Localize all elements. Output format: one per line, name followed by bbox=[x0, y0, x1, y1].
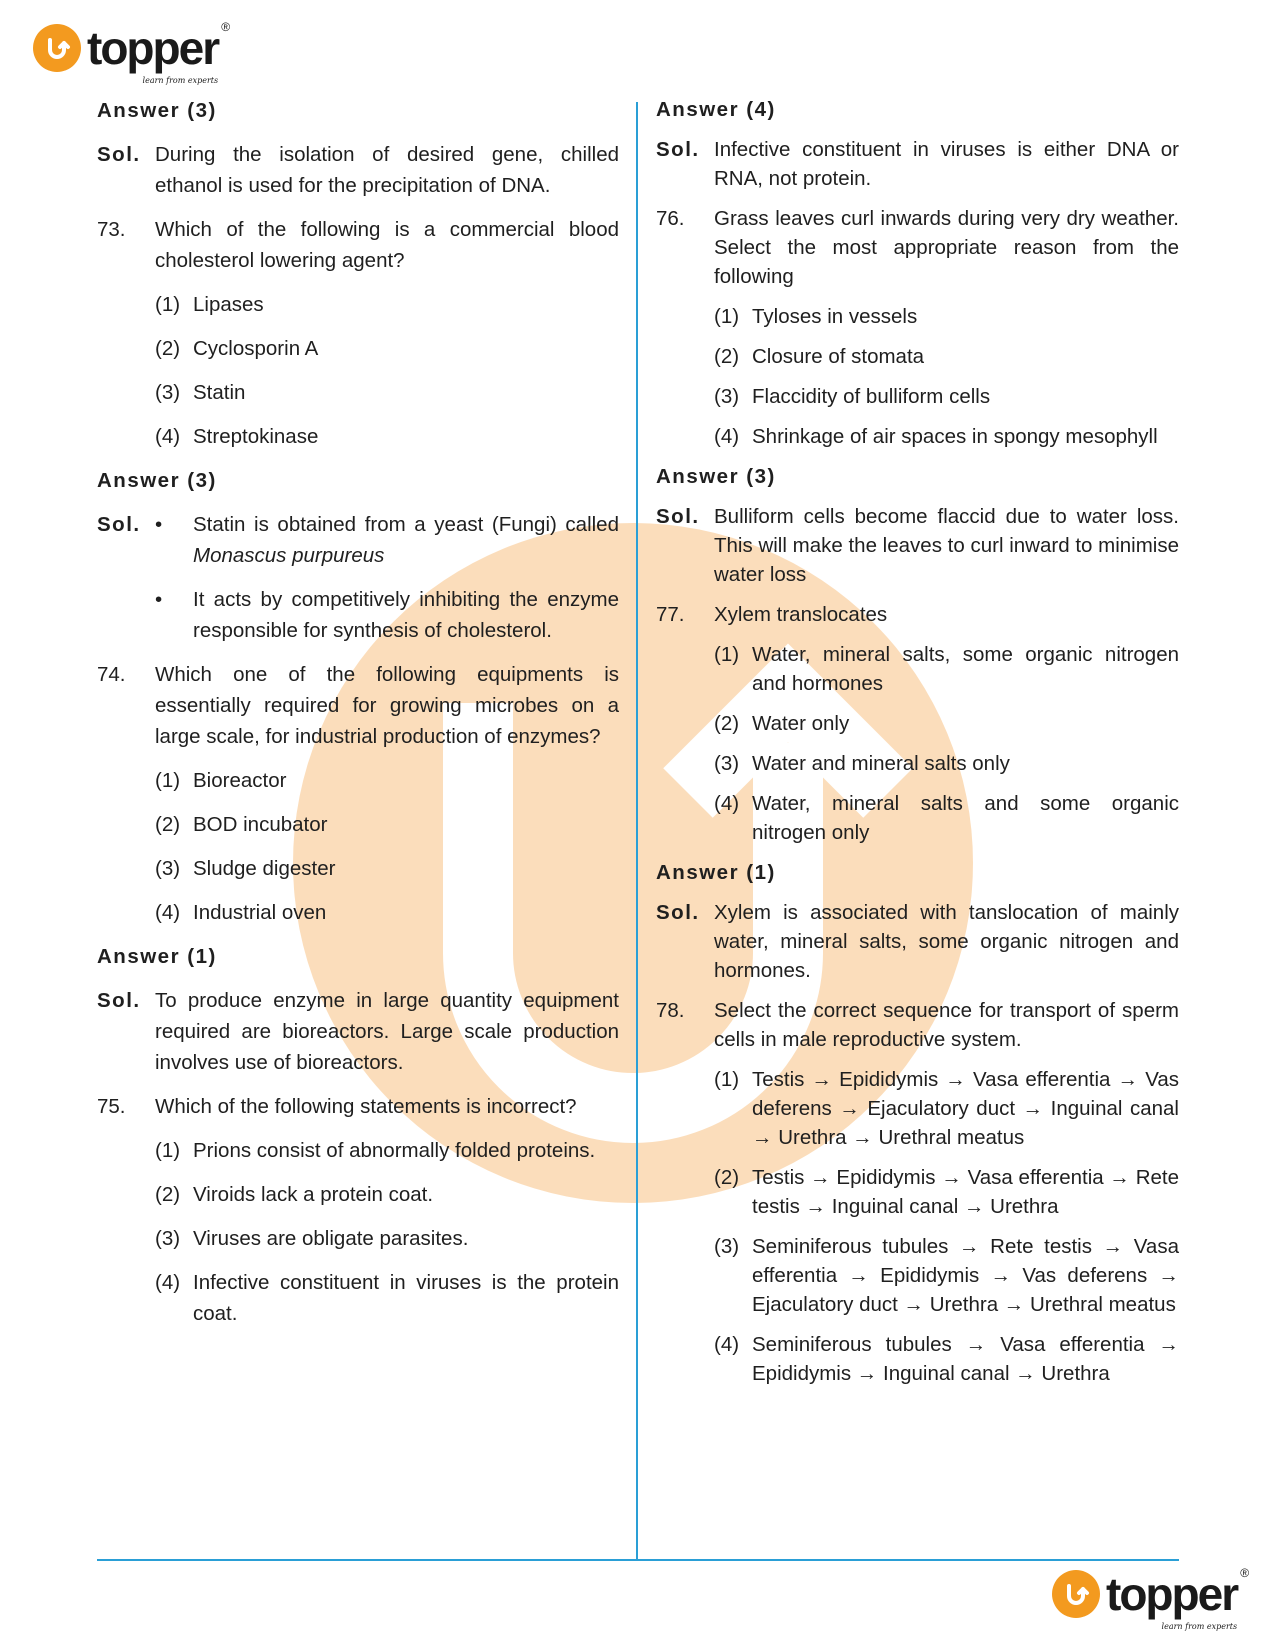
solution-text: During the isolation of desired gene, chilled ethanol is used for the precipitation of DNA. bbox=[155, 143, 619, 197]
answer-72: Answer (3) bbox=[97, 99, 217, 122]
option: (4) Industrial oven bbox=[155, 901, 327, 924]
topper-logo-header bbox=[33, 20, 231, 85]
question-77 bbox=[656, 600, 1179, 629]
question-73 bbox=[97, 214, 619, 276]
option: (4) Shrinkage of air spaces in spongy mesophyll bbox=[714, 425, 1158, 448]
option: (3) Statin bbox=[155, 381, 246, 404]
option: (3) Flaccidity of bulliform cells bbox=[714, 385, 991, 408]
option: (1) Water, mineral salts, some organic nitrogen and hormones bbox=[714, 643, 1179, 695]
question-text: Xylem translocates bbox=[714, 603, 888, 626]
species-name: Monascus purpureus bbox=[193, 544, 385, 567]
sol-label: Sol. bbox=[97, 143, 141, 166]
topper-wordmark: topper ® learn from experts bbox=[1106, 1566, 1250, 1631]
footer-rule bbox=[97, 1559, 1179, 1561]
sol-label: Sol. bbox=[656, 901, 700, 924]
solution-text: To produce enzyme in large quantity equipment required are bioreactors. Large scale production involves use of bioreactors. bbox=[155, 989, 619, 1074]
solution-76 bbox=[656, 502, 1179, 589]
topper-badge-icon bbox=[33, 24, 81, 72]
solution-73-bullet-2 bbox=[155, 584, 619, 646]
question-74 bbox=[97, 659, 619, 752]
answer-74: Answer (1) bbox=[97, 945, 217, 968]
solution-text: Bulliform cells become flaccid due to water loss. This will make the leaves to curl inward to minimise water loss bbox=[714, 505, 1179, 586]
topper-wordmark: topper ® learn from experts bbox=[87, 20, 231, 85]
answer-76: Answer (3) bbox=[656, 465, 776, 488]
solution-72 bbox=[97, 139, 619, 201]
option: (4) Infective constituent in viruses is the protein coat. bbox=[155, 1271, 619, 1325]
option: (4) Streptokinase bbox=[155, 425, 319, 448]
solution-text: It acts by competitively inhibiting the enzyme responsible for synthesis of cholesterol. bbox=[193, 588, 619, 642]
sol-label: Sol. bbox=[97, 513, 141, 536]
solution-77 bbox=[656, 898, 1179, 985]
question-text: Which of the following is a commercial blood cholesterol lowering agent? bbox=[155, 218, 619, 272]
question-number: 75. bbox=[97, 1095, 126, 1118]
solution-text: Infective constituent in viruses is either DNA or RNA, not protein. bbox=[714, 138, 1179, 190]
question-number: 74. bbox=[97, 663, 126, 686]
answer-73: Answer (3) bbox=[97, 469, 217, 492]
option: (2) BOD incubator bbox=[155, 813, 328, 836]
solution-74 bbox=[97, 985, 619, 1078]
answer-77: Answer (1) bbox=[656, 861, 776, 884]
question-text: Which of the following statements is incorrect? bbox=[155, 1095, 577, 1118]
topper-badge-icon bbox=[1052, 1570, 1100, 1618]
option: (4) Seminiferous tubules → Vasa efferentia → Epididymis → Inguinal canal → Urethra bbox=[714, 1333, 1179, 1385]
question-number: 76. bbox=[656, 207, 685, 230]
right-column bbox=[656, 95, 1179, 1399]
left-column bbox=[97, 95, 619, 1342]
sol-label: Sol. bbox=[656, 505, 700, 528]
sol-label: Sol. bbox=[97, 989, 141, 1012]
option: (1) Tyloses in vessels bbox=[714, 305, 918, 328]
option: (2) Cyclosporin A bbox=[155, 337, 319, 360]
column-divider bbox=[636, 102, 638, 1560]
option: (2) Testis → Epididymis → Vasa efferentia → Rete testis → Inguinal canal → Urethra bbox=[714, 1166, 1179, 1218]
sol-label: Sol. bbox=[656, 138, 700, 161]
solution-73-bullet-1 bbox=[97, 509, 619, 571]
option: (3) Seminiferous tubules → Rete testis → Vasa efferentia → Epididymis → Vas deferens → Ejaculatory duct → Urethra → Urethral meatus bbox=[714, 1235, 1179, 1316]
question-text: Which one of the following equipments is essentially required for growing microbes on a large scale, for industrial production of enzymes? bbox=[155, 663, 619, 748]
option: (3) Viruses are obligate parasites. bbox=[155, 1227, 469, 1250]
question-text: Select the correct sequence for transport of sperm cells in male reproductive system. bbox=[714, 999, 1179, 1051]
option: (1) Testis → Epididymis → Vasa efferentia → Vas deferens → Ejaculatory duct → Inguinal canal → Urethra → Urethral meatus bbox=[714, 1068, 1179, 1149]
question-78 bbox=[656, 996, 1179, 1054]
solution-text: Statin is obtained from a yeast (Fungi) called Monascus purpureus bbox=[193, 513, 619, 567]
question-number: 73. bbox=[97, 218, 126, 241]
option: (1) Prions consist of abnormally folded proteins. bbox=[155, 1139, 596, 1162]
solution-75 bbox=[656, 135, 1179, 193]
answer-75: Answer (4) bbox=[656, 98, 776, 121]
question-number: 77. bbox=[656, 603, 685, 626]
bullet-icon: • bbox=[155, 588, 163, 611]
option: (2) Viroids lack a protein coat. bbox=[155, 1183, 434, 1206]
question-76 bbox=[656, 204, 1179, 291]
option: (2) Water only bbox=[714, 712, 850, 735]
bullet-icon: • bbox=[155, 513, 163, 536]
option: (1) Bioreactor bbox=[155, 769, 287, 792]
option: (3) Sludge digester bbox=[155, 857, 336, 880]
option: (4) Water, mineral salts and some organic nitrogen only bbox=[714, 792, 1179, 844]
option: (2) Closure of stomata bbox=[714, 345, 925, 368]
option: (3) Water and mineral salts only bbox=[714, 752, 1010, 775]
question-text: Grass leaves curl inwards during very dry weather. Select the most appropriate reason from the following bbox=[714, 207, 1179, 288]
question-number: 78. bbox=[656, 999, 685, 1022]
question-75 bbox=[97, 1091, 619, 1122]
option: (1) Lipases bbox=[155, 293, 264, 316]
solution-text: Xylem is associated with tanslocation of mainly water, mineral salts, some organic nitrogen and hormones. bbox=[714, 901, 1179, 982]
topper-logo-footer bbox=[1052, 1566, 1250, 1631]
